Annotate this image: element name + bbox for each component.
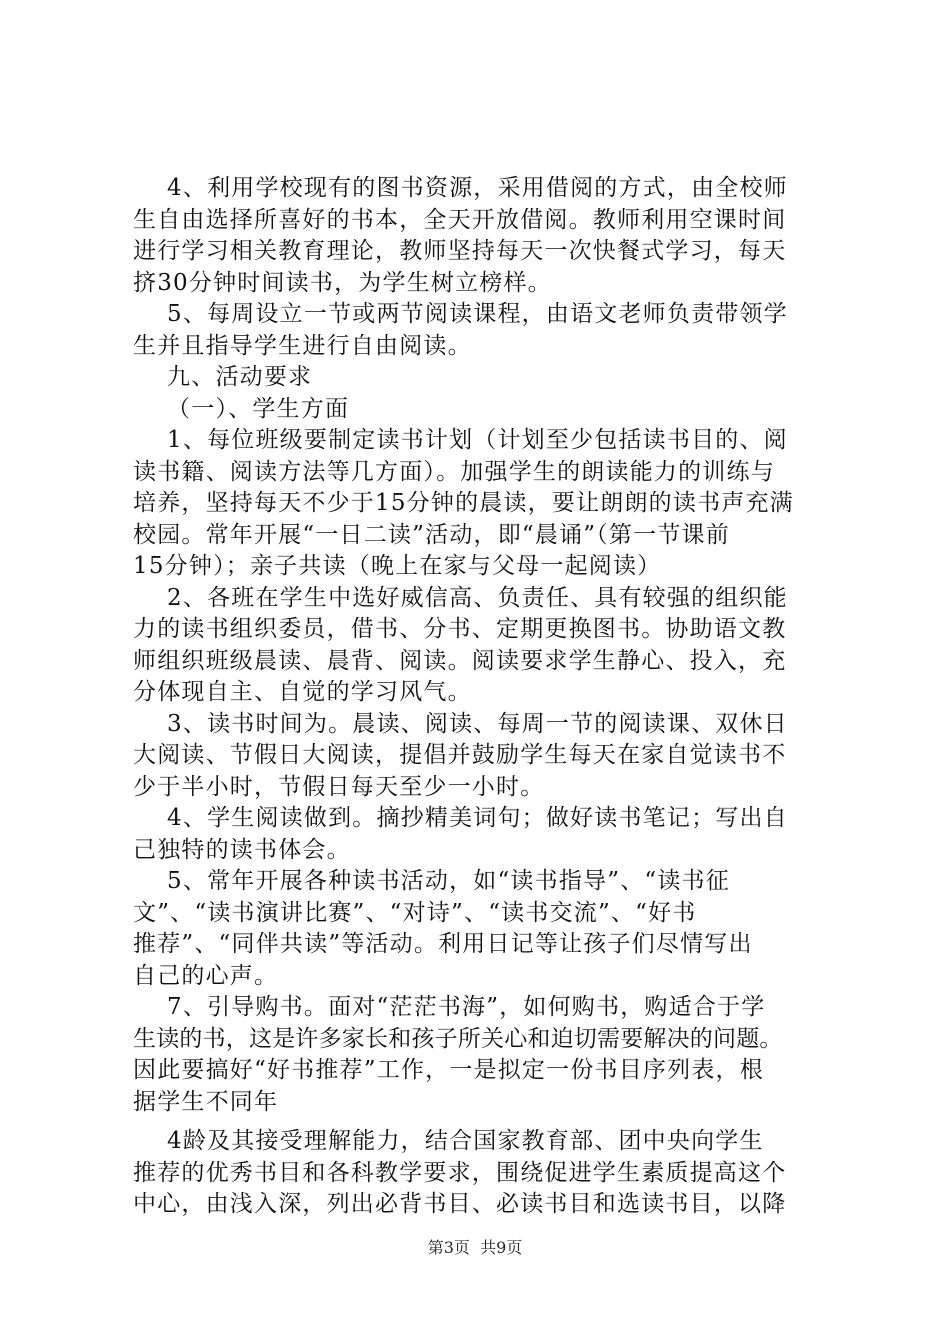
text-line: 4龄及其接受理解能力，结合国家教育部、团中央向学生: [133, 1128, 764, 1154]
text-line: 生并且指导学生进行自由阅读。: [133, 332, 472, 359]
text-line: 7、引导购书。面对“茫茫书海”，如何购书，购适合于学: [133, 994, 766, 1020]
text-line: 4、学生阅读做到。摘抄精美词句；做好读书笔记；写出自: [133, 805, 788, 831]
text-line: 培养，坚持每天不少于15分钟的晨读，要让朗朗的读书声充满: [133, 490, 794, 516]
text-line: 3、读书时间为。晨读、阅读、每周一节的阅读课、双休日: [133, 710, 788, 737]
text-line: 读书籍、阅读方法等几方面）。加强学生的朗读能力的训练与: [133, 458, 775, 485]
text-line: 少于半小时，节假日每天至少一小时。: [133, 773, 545, 800]
body-text: [133, 173, 845, 1221]
text-line: 推荐的优秀书目和各科教学要求，围绕促进学生素质提高这个: [133, 1159, 787, 1186]
section-heading: 九、活动要求: [133, 364, 313, 390]
text-line: 推荐”、“同伴共读”等活动。利用日记等让孩子们尽情写出: [133, 931, 753, 957]
text-line: 1、每位班级要制定读书计划（计划至少包括读书目的、阅: [133, 427, 788, 453]
text-line: 挤30分钟时间读书，为学生树立榜样。: [133, 269, 552, 296]
text-line: 4、利用学校现有的图书资源，采用借阅的方式，由全校师: [133, 175, 788, 201]
paragraph-gap: [133, 1118, 845, 1126]
text-line: 15分钟）；亲子共读（晚上在家与父母一起阅读）: [133, 553, 662, 579]
page-number-label: 第3页 共9页: [427, 1238, 523, 1257]
text-line: 进行学习相关教育理论，教师坚持每天一次快餐式学习，每天: [133, 238, 787, 264]
text-line: 生自由选择所喜好的书本，全天开放借阅。教师利用空课时间: [133, 206, 787, 233]
text-line: 2、各班在学生中选好威信高、负责任、具有较强的组织能: [133, 584, 788, 611]
text-line: 己独特的读书体会。: [133, 836, 351, 863]
text-line: 力的读书组织委员，借书、分书、定期更换图书。协助语文教: [133, 616, 787, 642]
text-line: 因此要搞好“好书推荐”工作，一是拟定一份书目序列表，根: [133, 1057, 764, 1083]
text-line: 大阅读、节假日大阅读，提倡并鼓励学生每天在家自觉读书不: [133, 742, 787, 768]
text-line: 分体现自主、自觉的学习风气。: [133, 679, 472, 705]
subsection-heading: （一）、学生方面: [133, 395, 350, 422]
text-line: 生读的书，这是许多家长和孩子所关心和迫切需要解决的问题。: [133, 1025, 783, 1052]
text-line: 师组织班级晨读、晨背、阅读。阅读要求学生静心、投入，充: [133, 647, 787, 674]
text-line: 校园。常年开展“一日二读”活动，即“晨诵”（第一节课前: [133, 521, 730, 548]
text-line: 5、常年开展各种读书活动，如“读书指导”、“读书征: [133, 868, 730, 894]
text-line: 自己的心声。: [133, 962, 279, 989]
text-line: 据学生不同年: [133, 1088, 279, 1115]
text-line: 中心，由浅入深，列出必背书目、必读书目和选读书目，以降: [133, 1191, 787, 1217]
text-line: 5、每周设立一节或两节阅读课程，由语文老师负责带领学: [133, 301, 788, 327]
text-line: 文”、“读书演讲比赛”、“对诗”、“读书交流”、“好书: [133, 899, 697, 926]
page-footer: [0, 1238, 950, 1258]
